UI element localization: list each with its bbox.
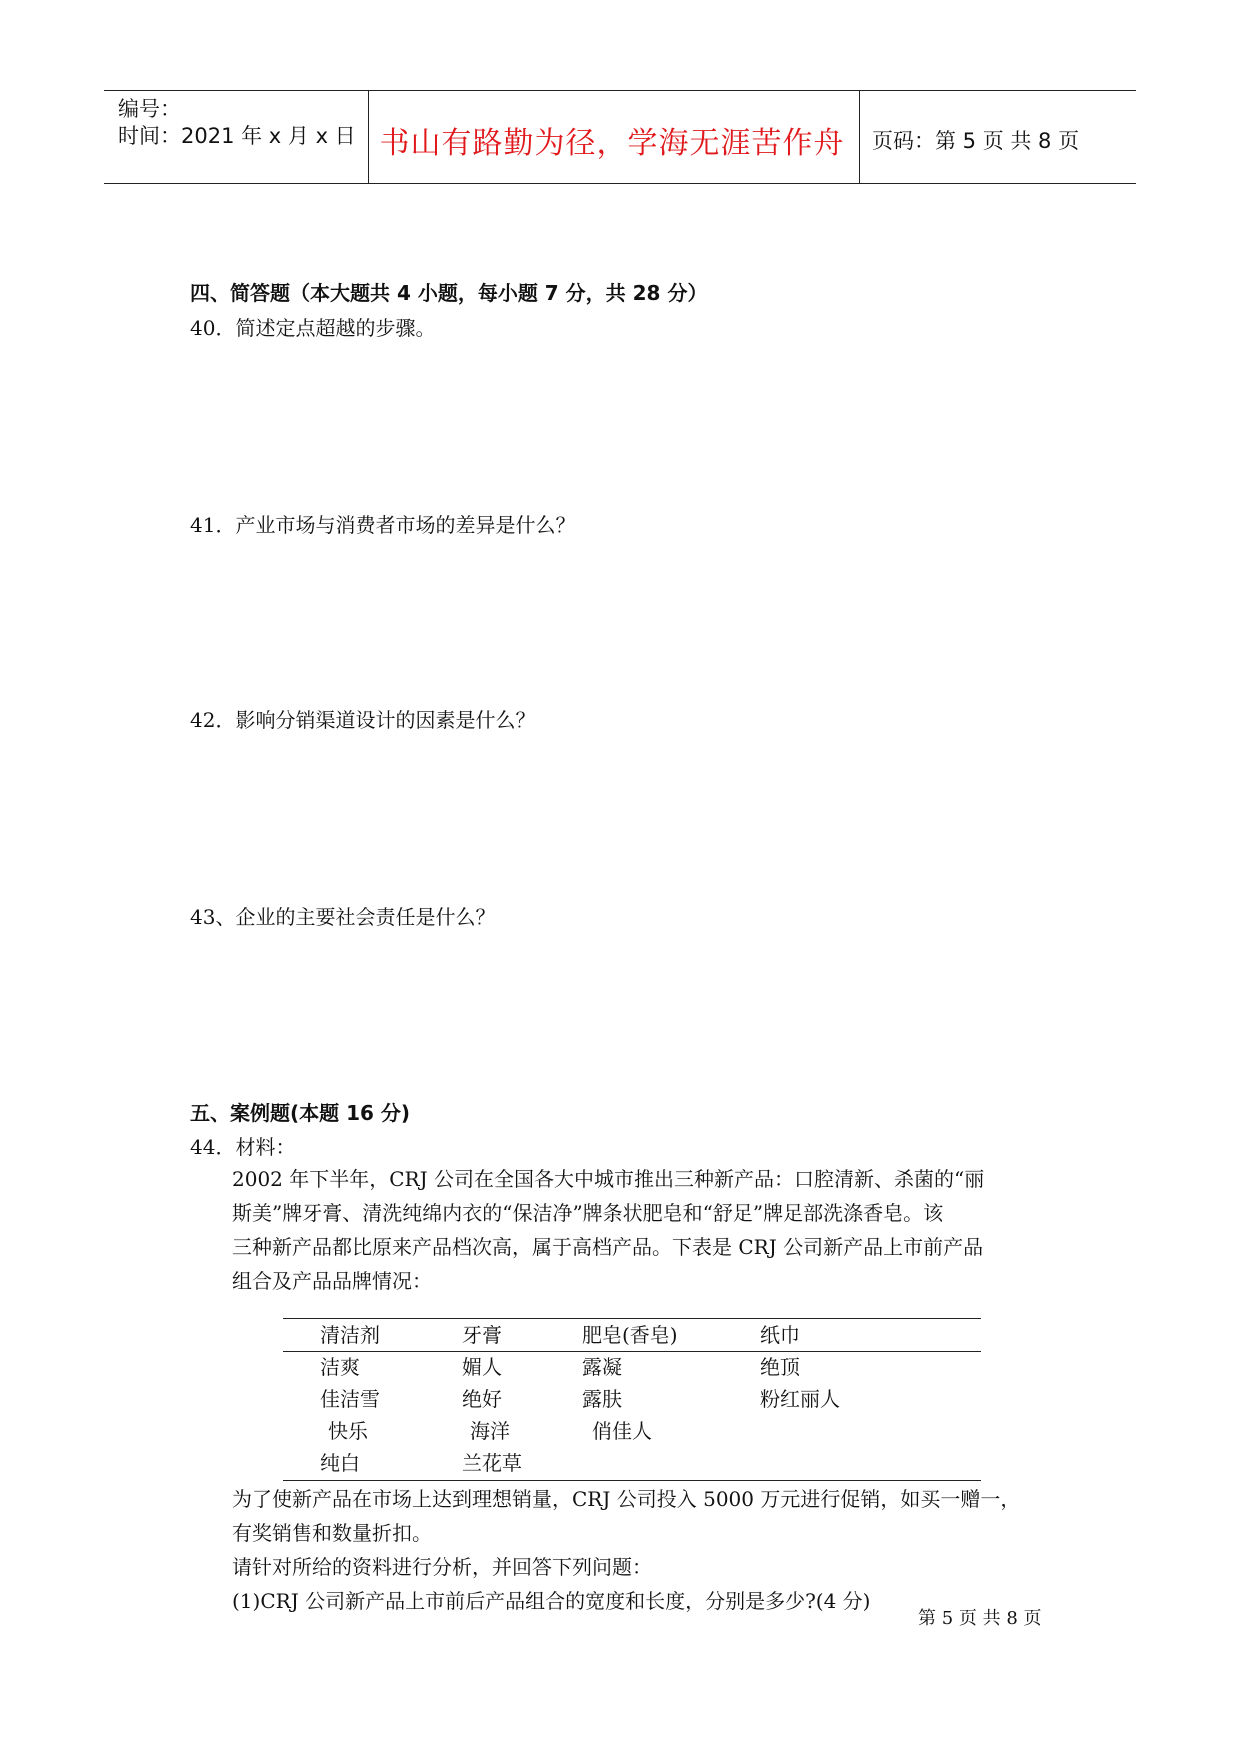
table-cell: 佳洁雪 bbox=[320, 1387, 380, 1411]
serial-label: 编号： bbox=[118, 97, 181, 121]
section4-title: 四、简答题（本大题共 4 小题，每小题 7 分，共 28 分） bbox=[190, 281, 708, 305]
after-line: 请针对所给的资料进行分析，并回答下列问题： bbox=[232, 1555, 652, 1579]
page-label: 页码：第 5 页 共 8 页 bbox=[872, 129, 1080, 153]
section5-title: 五、案例题(本题 16 分) bbox=[190, 1101, 411, 1125]
table-header-cell: 肥皂(香皂) bbox=[582, 1323, 678, 1347]
header-divider-left bbox=[368, 90, 369, 183]
question-43: 43、企业的主要社会责任是什么？ bbox=[190, 905, 496, 929]
table-cell: 洁爽 bbox=[320, 1355, 360, 1379]
table-cell: 露凝 bbox=[582, 1355, 622, 1379]
after-line: (1)CRJ 公司新产品上市前后产品组合的宽度和长度，分别是多少?(4 分) bbox=[232, 1589, 871, 1613]
after-line: 为了使新产品在市场上达到理想销量，CRJ 公司投入 5000 万元进行促销，如买一赠一， bbox=[232, 1487, 1021, 1511]
question-42: 42．影响分销渠道设计的因素是什么？ bbox=[190, 708, 536, 732]
table-bottom-rule bbox=[283, 1480, 981, 1481]
table-header-cell: 纸巾 bbox=[760, 1323, 800, 1347]
after-table-text bbox=[232, 1482, 1062, 1618]
header-top-rule bbox=[104, 90, 1136, 91]
page-footer: 第 5 页 共 8 页 bbox=[918, 1608, 1042, 1629]
question-44-label: 44．材料： bbox=[190, 1135, 296, 1159]
table-cell: 海洋 bbox=[470, 1419, 510, 1443]
material-line: 三种新产品都比原来产品档次高，属于高档产品。下表是 CRJ 公司新产品上市前产品 bbox=[232, 1235, 984, 1259]
material-line: 斯美”牌牙膏、清洗纯绵内衣的“保洁净”牌条状肥皂和“舒足”牌足部洗涤香皂。该 bbox=[232, 1201, 944, 1225]
table-top-rule bbox=[283, 1318, 981, 1319]
table-cell: 俏佳人 bbox=[592, 1419, 652, 1443]
after-line: 有奖销售和数量折扣。 bbox=[232, 1521, 432, 1545]
table-cell: 粉红丽人 bbox=[760, 1387, 840, 1411]
table-cell: 兰花草 bbox=[462, 1451, 522, 1475]
question-40: 40．简述定点超越的步骤。 bbox=[190, 316, 436, 340]
table-cell: 纯白 bbox=[320, 1451, 360, 1475]
table-cell: 媚人 bbox=[462, 1355, 502, 1379]
table-cell: 绝顶 bbox=[760, 1355, 800, 1379]
header-bottom-rule bbox=[104, 183, 1136, 184]
table-header-rule bbox=[283, 1351, 981, 1352]
header-divider-right bbox=[859, 90, 860, 183]
motto: 书山有路勤为径，学海无涯苦作舟 bbox=[379, 126, 845, 161]
table-header-cell: 牙膏 bbox=[462, 1323, 502, 1347]
material-line: 组合及产品品牌情况： bbox=[232, 1269, 432, 1293]
question-41: 41．产业市场与消费者市场的差异是什么？ bbox=[190, 513, 576, 537]
table-header-cell: 清洁剂 bbox=[320, 1323, 380, 1347]
table-cell: 绝好 bbox=[462, 1387, 502, 1411]
material-text bbox=[232, 1162, 1062, 1298]
table-cell: 露肤 bbox=[582, 1387, 622, 1411]
table-cell: 快乐 bbox=[328, 1419, 368, 1443]
material-line: 2002 年下半年，CRJ 公司在全国各大中城市推出三种新产品：口腔清新、杀菌的“丽 bbox=[232, 1167, 985, 1191]
time-label: 时间：2021 年 x 月 x 日 bbox=[118, 124, 356, 148]
